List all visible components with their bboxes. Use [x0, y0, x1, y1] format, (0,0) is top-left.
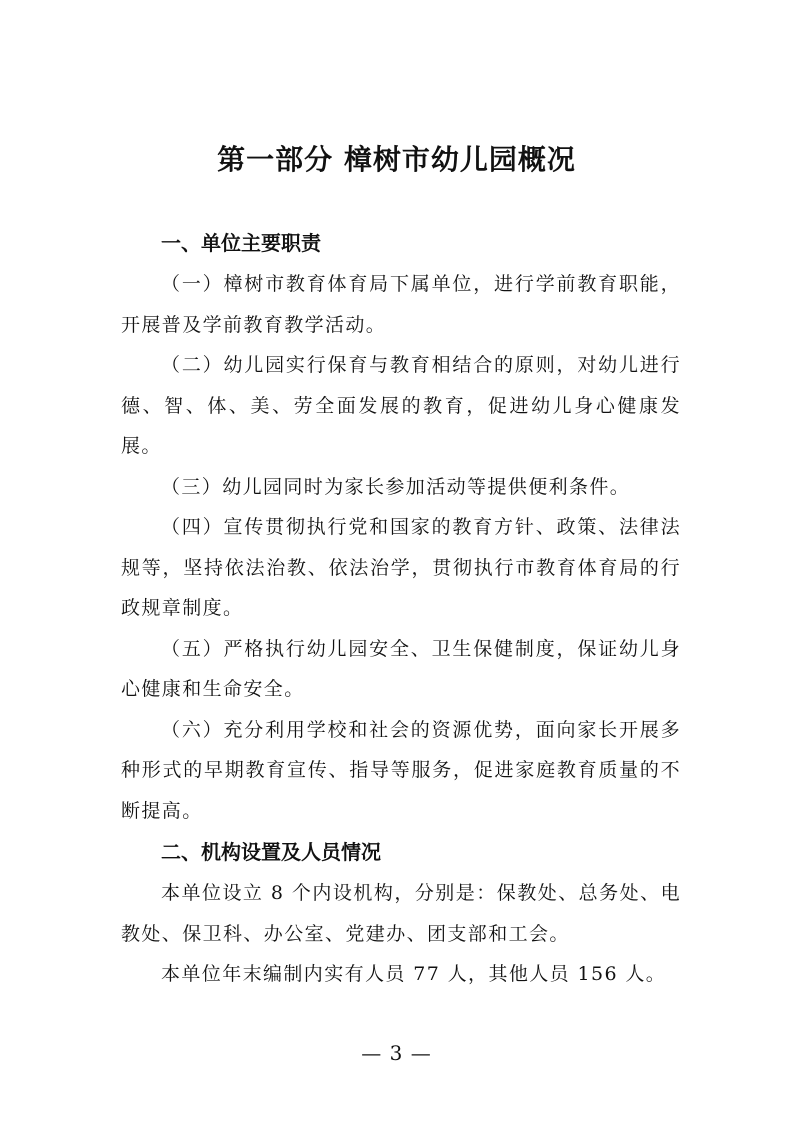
organization-paragraph-1: 本单位设立 8 个内设机构，分别是：保教处、总务处、电教处、保卫科、办公室、党建办、团支部和工会。 [121, 882, 681, 945]
section-heading-organization: 二、机构设置及人员情况 [161, 840, 381, 864]
duty-paragraph-6: （六）充分利用学校和社会的资源优势，面向家长开展多种形式的早期教育宣传、指导等服务，促进家庭教育质量的不断提高。 [121, 718, 681, 822]
organization-paragraph-2: 本单位年末编制内实有人员 77 人，其他人员 156 人。 [161, 963, 667, 985]
duty-paragraph-2: （二）幼儿园实行保育与教育相结合的原则，对幼儿进行德、智、体、美、劳全面发展的教育，促进幼儿身心健康发展。 [121, 354, 681, 457]
document-body [121, 222, 681, 995]
duty-paragraph-5: （五）严格执行幼儿园安全、卫生保健制度，保证幼儿身心健康和生命安全。 [121, 637, 681, 700]
section-heading-duties: 一、单位主要职责 [161, 231, 321, 255]
duty-paragraph-3: （三）幼儿园同时为家长参加活动等提供便利条件。 [161, 475, 631, 498]
duty-paragraph-1: （一）樟树市教育体育局下属单位，进行学前教育职能，开展普及学前教育教学活动。 [121, 273, 681, 336]
duty-paragraph-4: （四）宣传贯彻执行党和国家的教育方针、政策、法律法规等，坚持依法治教、依法治学，贯彻执行市教育体育局的行政规章制度。 [121, 516, 681, 619]
page-number: — 3 — [361, 1041, 432, 1065]
page-title: 第一部分 樟树市幼儿园概况 [217, 143, 576, 176]
